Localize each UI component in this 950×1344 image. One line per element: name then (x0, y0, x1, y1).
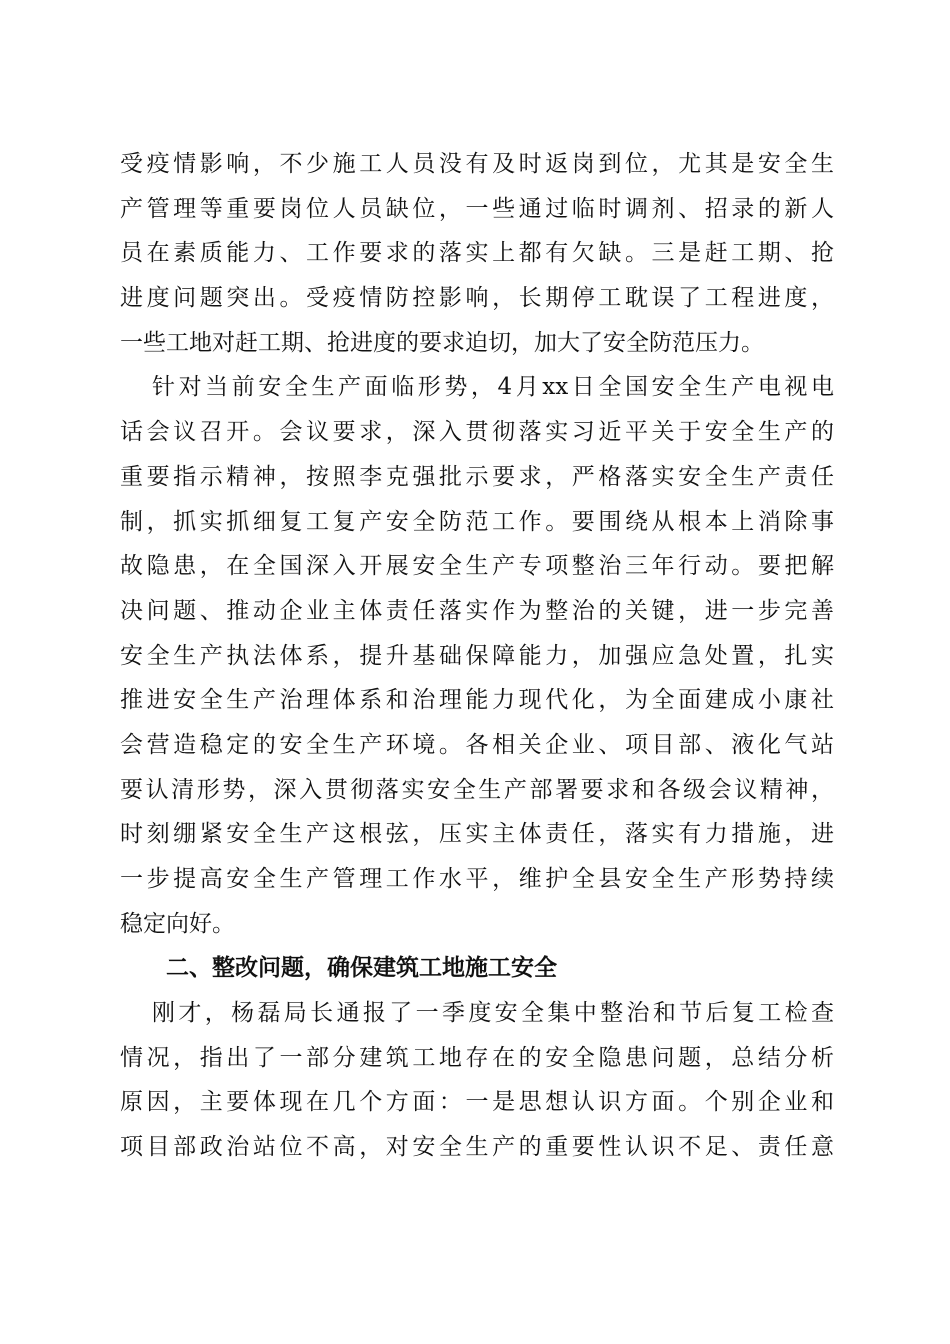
text-line: 一些工地对赶工期、抢进度的要求迫切，加大了安全防范压力。 (120, 329, 764, 356)
text-line: 安全生产执法体系，提升基础保障能力，加强应急处置，扎实 (120, 642, 834, 669)
text-line: 要认清形势，深入贯彻落实安全生产部署要求和各级会议精神， (120, 776, 834, 803)
text-line: 重要指示精神，按照李克强批示要求，严格落实安全生产责任 (120, 463, 834, 490)
text-line: 一步提高安全生产管理工作水平，维护全县安全生产形势持续 (120, 866, 834, 892)
text-line: 话会议召开。会议要求，深入贯彻落实习近平关于安全生产的 (120, 419, 834, 446)
text-line: 会营造稳定的安全生产环境。各相关企业、项目部、液化气站 (120, 731, 834, 758)
text-line: 刚才，杨磊局长通报了一季度安全集中整治和节后复工检查 (152, 1000, 834, 1027)
paragraph-3 (120, 991, 834, 1170)
text-line: 情况，指出了一部分建筑工地存在的安全隐患问题，总结分析 (120, 1044, 834, 1071)
text-line: 员在素质能力、工作要求的落实上都有欠缺。三是赶工期、抢 (120, 240, 834, 267)
text-line: 决问题、推动企业主体责任落实作为整治的关键，进一步完善 (120, 597, 834, 624)
text-line: 制，抓实抓细复工复产安全防范工作。要围绕从根本上消除事 (120, 508, 834, 535)
text-line: 受疫情影响，不少施工人员没有及时返岗到位，尤其是安全生 (120, 151, 834, 177)
text-line: 针对当前安全生产面临形势，4月xx日全国安全生产电视电 (152, 374, 834, 401)
section-heading: 二、整改问题，确保建筑工地施工安全 (166, 955, 557, 982)
text-line: 原因，主要体现在几个方面：一是思想认识方面。个别企业和 (120, 1089, 834, 1116)
paragraph-2 (120, 365, 834, 946)
document-body (120, 142, 834, 1170)
text-line: 故隐患，在全国深入开展安全生产专项整治三年行动。要把解 (120, 553, 834, 580)
text-line: 推进安全生产治理体系和治理能力现代化，为全面建成小康社 (120, 687, 834, 714)
text-line: 项目部政治站位不高，对安全生产的重要性认识不足、责任意 (120, 1134, 834, 1161)
text-line: 时刻绷紧安全生产这根弦，压实主体责任，落实有力措施，进 (120, 821, 834, 848)
text-line: 稳定向好。 (120, 910, 235, 937)
text-line: 进度问题突出。受疫情防控影响，长期停工耽误了工程进度， (120, 285, 834, 312)
paragraph-1 (120, 142, 834, 365)
text-line: 产管理等重要岗位人员缺位，一些通过临时调剂、招录的新人 (120, 195, 834, 222)
